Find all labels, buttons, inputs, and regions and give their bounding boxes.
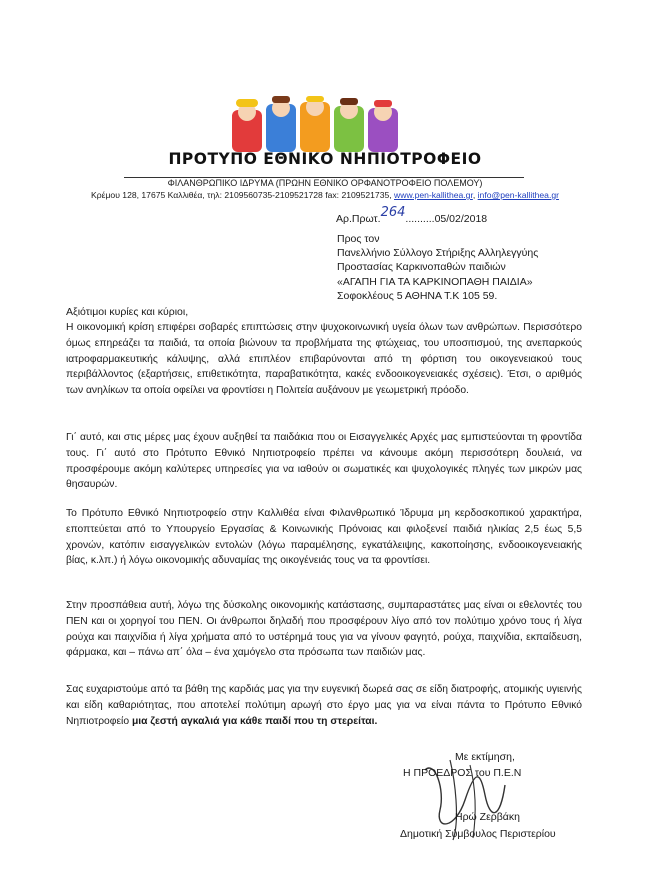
paragraph-5-emphasis: μια ζεστή αγκαλιά για κάθε παιδί που τη στερείται. <box>131 715 378 727</box>
address-text: Κρέμου 128, 17675 Καλλιθέα, τηλ: 2109560735-2109521728 fax: 2109521735, <box>91 190 395 200</box>
closing-text: Με εκτίμηση, <box>455 751 515 763</box>
ref-date: ..........05/02/2018 <box>405 213 488 225</box>
recipient-line: Σοφοκλέους 5 ΑΘΗΝΑ Τ.Κ 105 59. <box>337 289 498 302</box>
website-link[interactable]: www.pen-kallithea.gr <box>394 190 473 200</box>
signature-block <box>455 751 515 763</box>
org-title: ΠΡΟΤΥΠΟ ΕΘΝΙΚΟ ΝΗΠΙΟΤΡΟΦΕΙΟ <box>168 150 482 168</box>
recipient-line: Προστασίας Καρκινοπαθών παιδιών <box>337 261 506 274</box>
recipient-line: Προς τον <box>337 233 380 245</box>
ref-handwritten-number: 264 <box>380 205 406 220</box>
org-address: Κρέμου 128, 17675 Καλλιθέα, τηλ: 2109560735-2109521728 fax: 2109521735, www.pen-kallithea.gr, info@pen-kallithea.gr <box>91 190 559 200</box>
reference-number <box>336 205 488 226</box>
salutation: Αξιότιμοι κυρίες και κύριοι, <box>66 306 189 318</box>
ref-prefix: Αρ.Πρωτ. <box>336 213 381 225</box>
signature-title: Η ΠΡΟΕΔΡΟΣ του Π.Ε.Ν <box>403 767 522 779</box>
paragraph-3: Το Πρότυπο Εθνικό Νηπιοτροφείο στην Καλλιθέα είναι Φιλανθρωπικό Ίδρυμα μη κερδοσκοπικού χαρακτήρα, εποπτεύεται από το Υπουργείο Εργασίας & Κοινωνικής Πρόνοιας και φιλοξενεί παιδιά ηλικίας 2,5 έως 5,5 χρονών, κατόπιν εισαγγελικών εντολών (λόγω παραμέλησης, εγκατάλειψης, κακοποίησης, ενδοοικογενειακής βίας, κ.λπ.) ή λόγω οικονομικής αδυναμίας της οικογένειάς τους να τα φροντίσει. <box>66 508 582 567</box>
signature-name: Ηρώ Ζερβάκη <box>455 811 520 823</box>
email-link[interactable]: info@pen-kallithea.gr <box>477 190 559 200</box>
paragraph-5 <box>66 682 582 729</box>
recipient-block <box>337 232 538 303</box>
logo-children-icon <box>230 96 400 152</box>
paragraph-5-text: Σας ευχαριστούμε από τα βάθη της καρδιάς μας για την ευγενική δωρεά σας σε είδη διατροφής, ατομικής υγιεινής και είδη καθαριότητας, που αποτελεί πολύτιμη αρωγή στο έργο μας για να είναι πάντα το Πρότυπο Εθνικό Νηπιοτροφείο <box>66 684 582 727</box>
recipient-line: Πανελλήνιο Σύλλογο Στήριξης Αλληλεγγύης <box>337 247 539 260</box>
paragraph-1: Η οικονομική κρίση επιφέρει σοβαρές επιπτώσεις στην ψυχοκοινωνική υγεία όλων των ανθρώπων. Περισσότερο όμως επηρεάζει τα παιδιά, τα οποία βιώνουν τα προβλήματα της φτώχειας, του υποσιτισμού, της ανεπαρκούς ιατροφαρμακευτικής κάλυψης, αλλά επιπλέον επιβαρύνονται από τη φόρτιση του οικογενειακού τους περιβάλλοντος (εξαρτήσεις, επιθετικότητα, παραβατικότητα, κακές ενδοοικογενειακές σχέσεις). Έτσι, ο αριθμός των ανηλίκων τα οποία οφείλει να φροντίσει η Πολιτεία αυξάνουν με γεωμετρική πρόοδο. <box>66 322 582 397</box>
paragraph-2: Γι΄ αυτό, και στις μέρες μας έχουν αυξηθεί τα παιδάκια που οι Εισαγγελικές Αρχές μας εμπιστεύονται τη φροντίδα τους. Γι΄ αυτό στο Πρότυπο Εθνικό Νηπιοτροφείο πρέπει να κάνουμε ακόμη περισσότερη δουλειά, να προσφέρουμε ακόμη καλύτερες υπηρεσίες για να ιαθούν οι σωματικές και ψυχολογικές πληγές των μικρών μας θησαυρών. <box>66 432 582 491</box>
paragraph-4: Στην προσπάθεια αυτή, λόγω της δύσκολης οικονομικής κατάστασης, συμπαραστάτες μας είναι οι εθελοντές του ΠΕΝ και οι χορηγοί του ΠΕΝ. Οι άνθρωποι δηλαδή που προσφέρουν λίγο από τον πολύτιμο χρόνο τους ή λίγα ρούχα και παιχνίδια ή λίγα χρήματα από το υστέρημά τους για να γίνουν φαγητό, ρούχα, παιχνίδια, εκπαίδευση, φάρμακα, και – πάνω απ΄ όλα – ένα χαμόγελο στα πρόσωπα των παιδιών μας. <box>66 600 582 659</box>
recipient-line: «ΑΓΑΠΗ ΓΙΑ ΤΑ ΚΑΡΚΙΝΟΠΑΘΗ ΠΑΙΔΙΑ» <box>337 275 533 288</box>
org-subtitle: ΦΙΛΑΝΘΡΩΠΙΚΟ ΙΔΡΥΜΑ (ΠΡΩΗΝ ΕΘΝΙΚΟ ΟΡΦΑΝΟΤΡΟΦΕΙΟ ΠΟΛΕΜΟΥ) <box>167 178 483 188</box>
signature-role: Δημοτική Σύμβουλος Περιστερίου <box>400 828 556 840</box>
